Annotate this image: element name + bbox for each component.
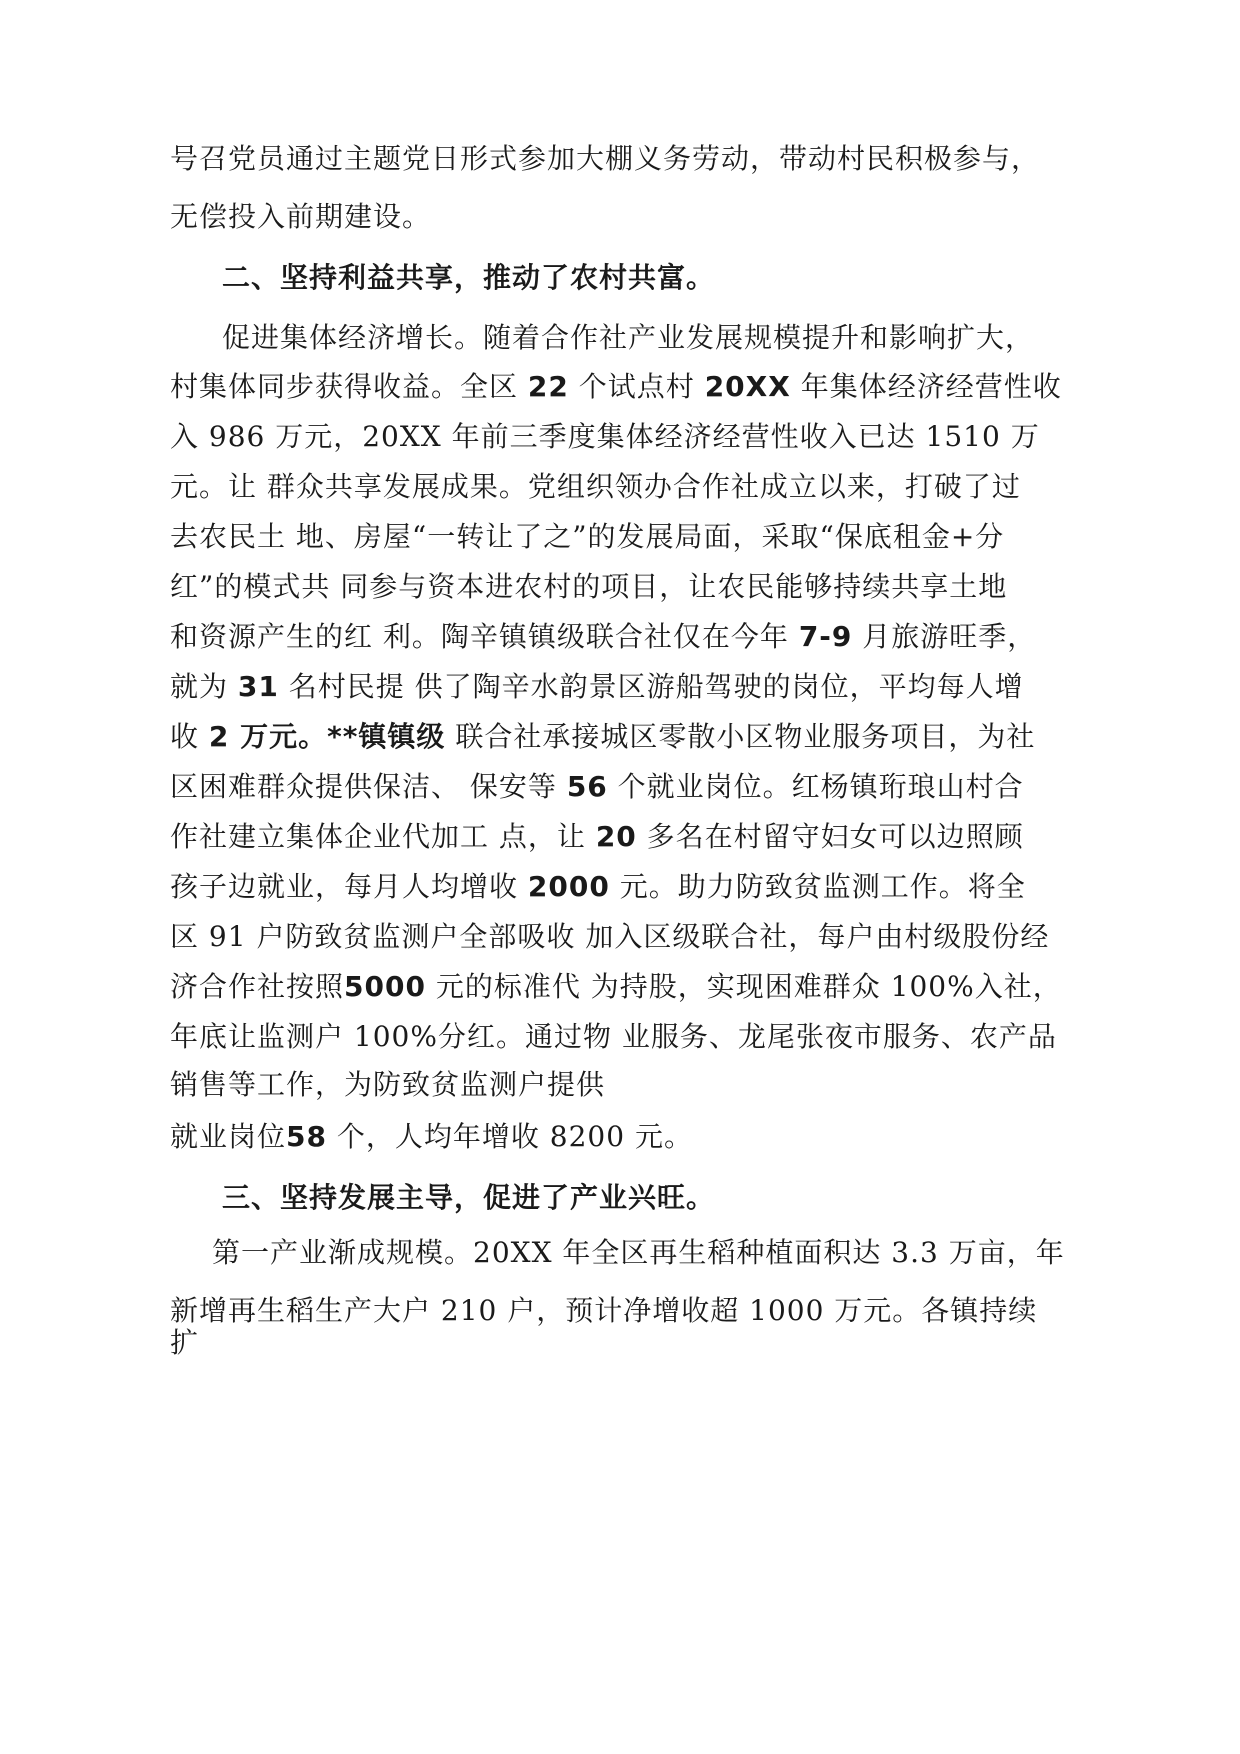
paragraph-line: 第一产业渐成规模。20XX 年全区再生稻种植面积达 3.3 万亩，年 bbox=[212, 1236, 1065, 1269]
paragraph-line: 新增再生稻生产大户 210 户，预计净增收超 1000 万元。各镇持续 bbox=[170, 1294, 1038, 1327]
paragraph-line: 扩 bbox=[170, 1326, 200, 1359]
paragraph-line: 无偿投入前期建设。 bbox=[170, 200, 432, 233]
paragraph-line: 入 986 万元，20XX 年前三季度集体经济经营性收入已达 1510 万 bbox=[170, 420, 1040, 453]
paragraph-line: 元。让 群众共享发展成果。党组织领办合作社成立以来，打破了过 bbox=[170, 470, 1021, 503]
section-heading: 二、坚持利益共享，推动了农村共富。 bbox=[222, 261, 716, 294]
paragraph-line: 收 2 万元。**镇镇级 联合社承接城区零散小区物业服务项目，为社 bbox=[170, 720, 1036, 753]
paragraph-line: 区 91 户防致贫监测户全部吸收 加入区级联合社，每户由村级股份经 bbox=[170, 920, 1050, 953]
paragraph-line: 就业岗位58 个，人均年增收 8200 元。 bbox=[170, 1120, 693, 1153]
paragraph-line: 作社建立集体企业代加工 点，让 20 多名在村留守妇女可以边照顾 bbox=[170, 820, 1024, 853]
paragraph-line: 孩子边就业，每月人均增收 2000 元。助力防致贫监测工作。将全 bbox=[170, 870, 1026, 903]
paragraph-line: 红”的模式共 同参与资本进农村的项目，让农民能够持续共享土地 bbox=[170, 570, 1008, 603]
paragraph-line: 年底让监测户 100%分红。通过物 业服务、龙尾张夜市服务、农产品 bbox=[170, 1020, 1057, 1053]
paragraph-line: 和资源产生的红 利。陶辛镇镇级联合社仅在今年 7-9 月旅游旺季， bbox=[170, 620, 1037, 653]
paragraph-line: 号召党员通过主题党日形式参加大棚义务劳动，带动村民积极参与， bbox=[170, 142, 1041, 175]
paragraph-line: 村集体同步获得收益。全区 22 个试点村 20XX 年集体经济经营性收 bbox=[170, 370, 1062, 403]
paragraph-line: 销售等工作，为防致贫监测户提供 bbox=[170, 1068, 606, 1101]
paragraph-line: 就为 31 名村民提 供了陶辛水韵景区游船驾驶的岗位，平均每人增 bbox=[170, 670, 1024, 703]
paragraph-line: 区困难群众提供保洁、 保安等 56 个就业岗位。红杨镇珩琅山村合 bbox=[170, 770, 1024, 803]
paragraph-line: 济合作社按照5000 元的标准代 为持股，实现困难群众 100%入社， bbox=[170, 970, 1062, 1003]
paragraph-line: 促进集体经济增长。随着合作社产业发展规模提升和影响扩大， bbox=[222, 321, 1035, 354]
paragraph-line: 去农民土 地、房屋“一转让了之”的发展局面，采取“保底租金+分 bbox=[170, 520, 1005, 553]
section-heading: 三、坚持发展主导，促进了产业兴旺。 bbox=[222, 1181, 716, 1214]
